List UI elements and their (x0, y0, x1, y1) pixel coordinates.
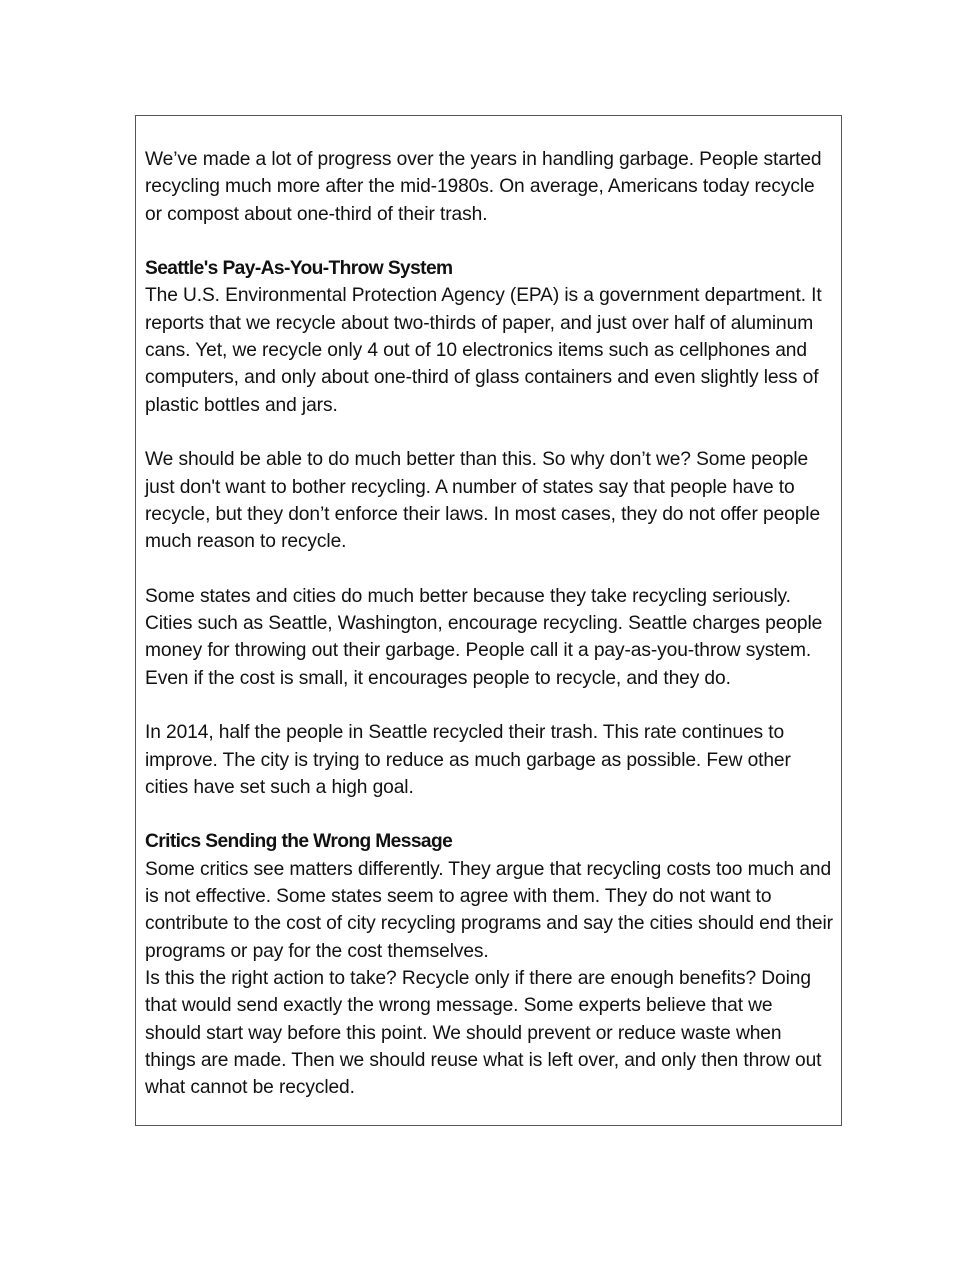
paragraph-gap (145, 801, 833, 828)
seattle-paragraph: Some states and cities do much better because they take recycling seriously. Cities such as Seattle, Washington, encourage recycling. Seattle charges people money for throwing out their garbage. People call it a pay-as-you-throw system. Even if the cost is small, it encourages people to recycle, and they do. (145, 585, 823, 689)
section-heading-critics: Critics Sending the Wrong Message (145, 831, 453, 853)
section-heading-seattle: Seattle's Pay-As-You-Throw System (145, 258, 453, 280)
article-frame (135, 115, 842, 1126)
paragraph-gap (145, 419, 833, 446)
right-action-paragraph: Is this the right action to take? Recycle only if there are enough benefits? Doing that would send exactly the wrong message. Some experts believe that we should start way before this point. We should prevent or reduce waste when things are made. Then we should reuse what is left over, and only then throw out what cannot be recycled. (145, 967, 822, 1099)
paragraph-gap (145, 692, 833, 719)
epa-paragraph: The U.S. Environmental Protection Agency (EPA) is a government department. It reports that we recycle about two-thirds of paper, and just over half of aluminum cans. Yet, we recycle only 4 out of 10 electronics items such as cellphones and computers, and only about one-third of glass containers and even slightly less of plastic bottles and jars. (145, 285, 822, 416)
intro-paragraph: We’ve made a lot of progress over the years in handling garbage. People started recycling much more after the mid-1980s. On average, Americans today recycle or compost about one-third of their trash. (145, 149, 822, 225)
do-better-paragraph: We should be able to do much better than this. So why don’t we? Some people just don't want to bother recycling. A number of states say that people have to recycle, but they don’t enforce their laws. In most cases, they do not offer people much reason to recycle. (145, 449, 821, 553)
paragraph-gap (145, 555, 833, 582)
critics-paragraph: Some critics see matters differently. They argue that recycling costs too much and is not effective. Some states seem to agree with them. They do not want to contribute to the cost of city recycling programs and say the cities should end their programs or pay for the cost themselves. (145, 858, 833, 962)
rate-paragraph: In 2014, half the people in Seattle recycled their trash. This rate continues to improve. The city is trying to reduce as much garbage as possible. Few other cities have set such a high goal. (145, 722, 791, 798)
paragraph-gap (145, 228, 833, 255)
